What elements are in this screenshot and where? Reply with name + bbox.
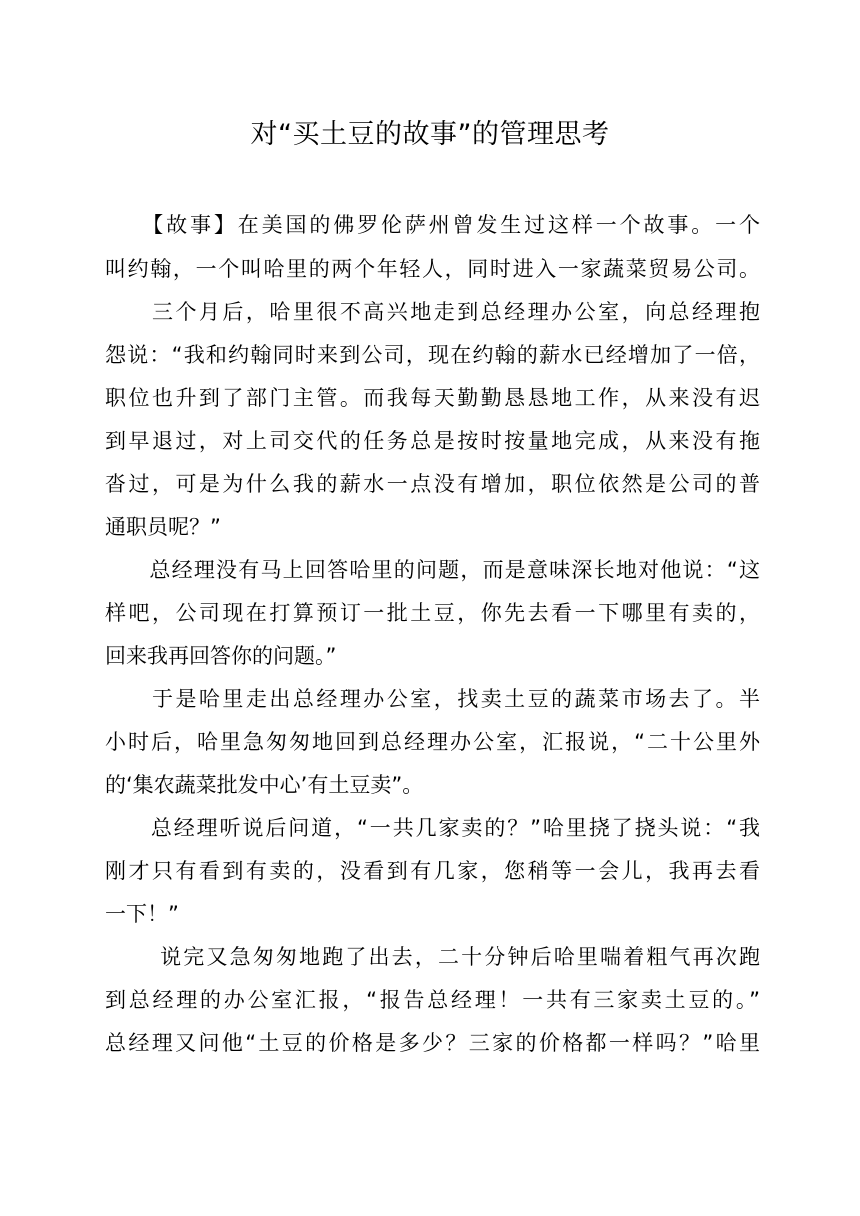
text-line-12: 于是哈里走出总经理办公室，找卖土豆的蔬菜市场去了。半 [105, 687, 760, 711]
text-line-18: 说完又急匆匆地跑了出去，二十分钟后哈里喘着粗气再次跑 [105, 945, 760, 969]
text-line-13: 小时后，哈里急匆匆地回到总经理办公室，汇报说，“二十公里外 [105, 730, 760, 754]
text-line-9: 总经理没有马上回答哈里的问题，而是意味深长地对他说：“这 [105, 558, 760, 582]
text-line-17: 一下！” [105, 902, 179, 926]
text-line-20: 总经理又问他“土豆的价格是多少？三家的价格都一样吗？”哈里 [105, 1031, 760, 1055]
text-line-14: 的‘集农蔬菜批发中心’有土豆卖”。 [105, 773, 424, 797]
text-line-16: 刚才只有看到有卖的，没看到有几家，您稍等一会儿，我再去看 [105, 859, 760, 883]
text-line-5: 职位也升到了部门主管。而我每天勤勤恳恳地工作，从来没有迟 [105, 386, 760, 410]
text-line-19: 到总经理的办公室汇报，“报告总经理！一共有三家卖土豆的。” [105, 988, 760, 1012]
text-line-8: 通职员呢？” [105, 515, 221, 539]
text-line-6: 到早退过，对上司交代的任务总是按时按量地完成，从来没有拖 [105, 429, 760, 453]
text-line-11: 回来我再回答你的问题。” [105, 644, 337, 668]
text-line-4: 怨说：“我和约翰同时来到公司，现在约翰的薪水已经增加了一倍， [105, 343, 760, 367]
text-line-3: 三个月后，哈里很不高兴地走到总经理办公室，向总经理抱 [105, 300, 760, 324]
text-line-15: 总经理听说后问道，“一共几家卖的？”哈里挠了挠头说：“我 [105, 816, 760, 840]
text-line-7: 沓过，可是为什么我的薪水一点没有增加，职位依然是公司的普 [105, 472, 760, 496]
text-line-10: 样吧，公司现在打算预订一批土豆，你先去看一下哪里有卖的， [105, 601, 760, 625]
text-line-1: 【故事】在美国的佛罗伦萨州曾发生过这样一个故事。一个 [105, 213, 760, 237]
text-line-2: 叫约翰，一个叫哈里的两个年轻人，同时进入一家蔬菜贸易公司。 [105, 257, 760, 281]
document-title: 对“买土豆的故事”的管理思考 [250, 119, 610, 150]
